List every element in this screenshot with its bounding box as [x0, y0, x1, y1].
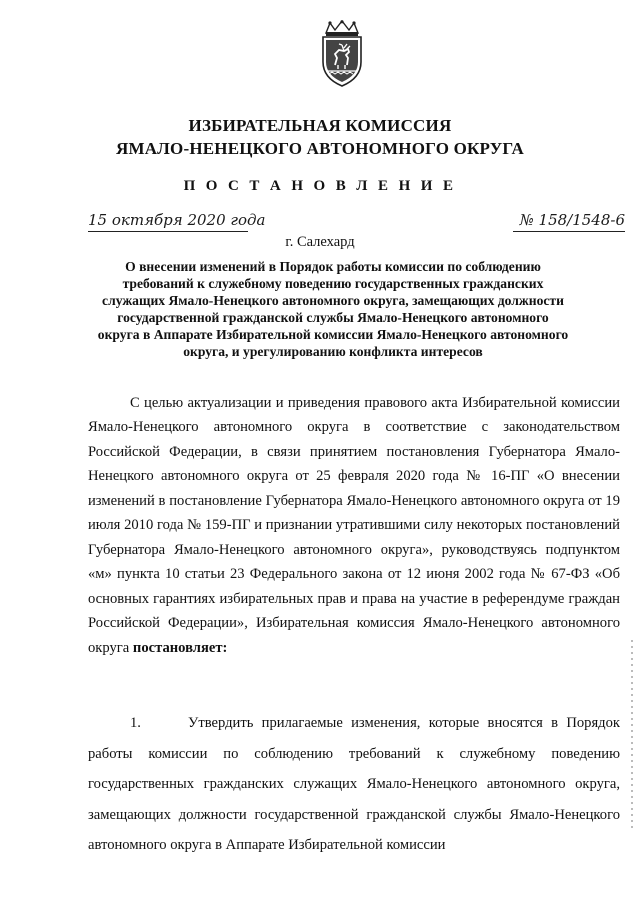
- preamble-paragraph: [88, 391, 620, 660]
- decree-word: постановляет:: [132, 639, 228, 656]
- document-type-heading: П О С Т А Н О В Л Е Н И Е: [183, 178, 457, 194]
- item-number: 1.: [130, 715, 141, 731]
- document-date: 15 октября 2020 года: [88, 211, 248, 232]
- item-text: Утвердить прилагаемые изменения, которые вносятся в Порядок работы комиссии по соблюдению требований к служебному поведению государственных гражданских служащих Ямало-Ненецкого автономного округа, замещающих должности государственной гражданской службы Ямало-Ненецкого автономного округа в Аппарате Избирательной комиссии: [88, 715, 620, 853]
- document-number: № 158/1548-6: [513, 211, 625, 232]
- organization-name-line2: ЯМАЛО-НЕНЕЦКОГО АВТОНОМНОГО ОКРУГА: [115, 139, 525, 158]
- document-title: О внесении изменений в Порядок работы комиссии по соблюдению требований к служебному поведению государственных гражданских служащих Ямало-Ненецкого автономного округа, замещающих должности государственной гражданской службы Ямало-Ненецкого автономного округа в Аппарате Избирательной комиссии Ямало-Ненецкого автономного округа, и урегулированию конфликта интересов: [97, 259, 569, 359]
- decree-item-1: [88, 708, 620, 861]
- coat-of-arms-emblem-icon: [317, 20, 367, 88]
- organization-name-line1: ИЗБИРАТЕЛЬНАЯ КОМИССИЯ: [188, 116, 452, 135]
- document-city: г. Салехард: [285, 234, 355, 250]
- preamble-text: С целью актуализации и приведения правового акта Избирательной комиссии Ямало-Ненецкого автономного округа в соответствие с законодательством Российской Федерации, в связи принятием постановления Губернатора Ямало-Ненецкого автономного округа от 25 февраля 2020 года № 16-ПГ «О внесении изменений в постановление Губернатора Ямало-Ненецкого автономного округа от 19 июля 2010 года № 159-ПГ и признании утратившими силу некоторых постановлений Губернатора Ямало-Ненецкого автономного округа», руководствуясь подпунктом «м» пункта 10 статьи 23 Федерального закона от 12 июня 2002 года № 67-ФЗ «Об основных гарантиях избирательных прав и права на участие в референдуме граждан Российской Федерации», Избирательная комиссия Ямало-Ненецкого автономного округа: [88, 395, 620, 656]
- scan-edge-mark: [631, 640, 633, 830]
